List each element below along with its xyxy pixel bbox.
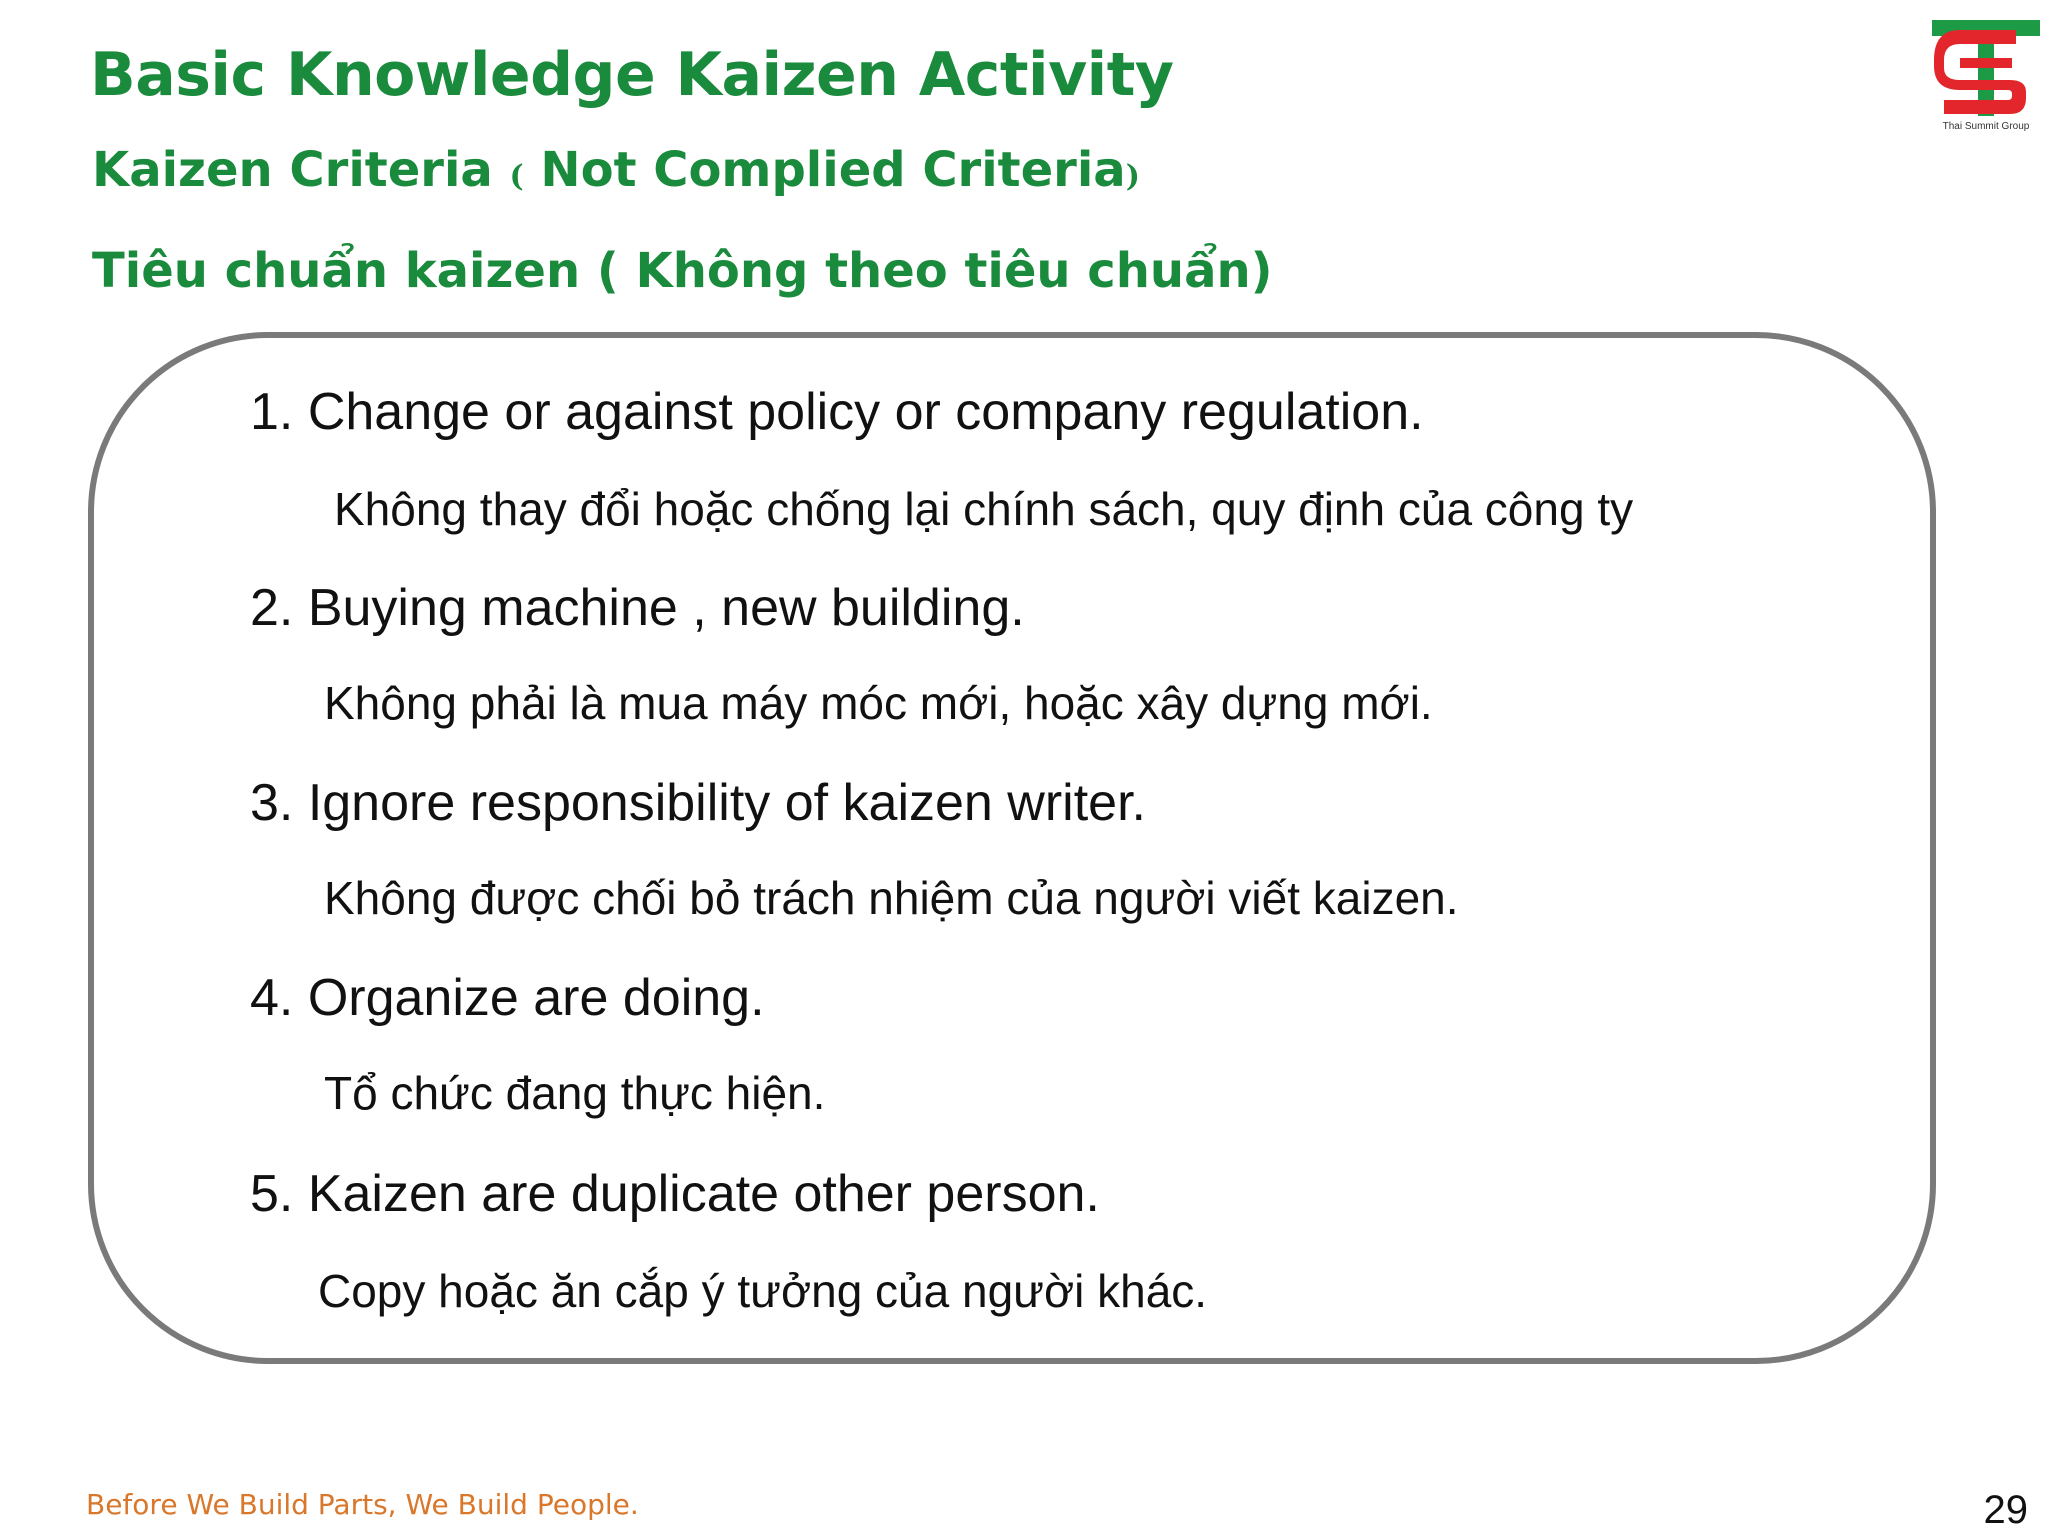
criteria-item-english: 4. Organize are doing. <box>250 969 765 1027</box>
criteria-item-vietnamese: Copy hoặc ăn cắp ý tưởng của người khác. <box>318 1265 1208 1317</box>
criteria-item-english: 5. Kaizen are duplicate other person. <box>250 1165 1100 1223</box>
thai-summit-logo-icon <box>1930 18 2042 130</box>
logo-caption: Thai Summit Group <box>1942 121 2030 132</box>
slide-subtitle-vietnamese: Tiêu chuẩn kaizen ( Không theo tiêu chuẩn) <box>92 243 1273 299</box>
company-logo <box>1930 18 2042 136</box>
slide-title: Basic Knowledge Kaizen Activity <box>90 40 1174 110</box>
criteria-box <box>88 332 1936 1364</box>
criteria-item-vietnamese: Không phải là mua máy móc mới, hoặc xây dựng mới. <box>324 677 1433 729</box>
criteria-item-vietnamese: Không thay đổi hoặc chống lại chính sách, quy định của công ty <box>334 483 1634 535</box>
subtitle-main: Kaizen Criteria <box>92 142 510 198</box>
criteria-item-vietnamese: Tổ chức đang thực hiện. <box>324 1067 826 1119</box>
footer-slogan: Before We Build Parts, We Build People. <box>86 1488 639 1521</box>
criteria-item-english: 1. Change or against policy or company regulation. <box>250 383 1424 441</box>
page-number: 29 <box>1983 1488 2028 1532</box>
slide-subtitle <box>92 142 1140 198</box>
subtitle-paren-close: ) <box>1125 159 1140 194</box>
criteria-item-english: 3. Ignore responsibility of kaizen writer. <box>250 774 1146 832</box>
criteria-item-english: 2. Buying machine , new building. <box>250 579 1025 637</box>
subtitle-paren-open: ( <box>509 159 524 194</box>
criteria-item-vietnamese: Không được chối bỏ trách nhiệm của người viết kaizen. <box>324 872 1459 924</box>
subtitle-inner: Not Complied Criteria <box>523 142 1126 198</box>
